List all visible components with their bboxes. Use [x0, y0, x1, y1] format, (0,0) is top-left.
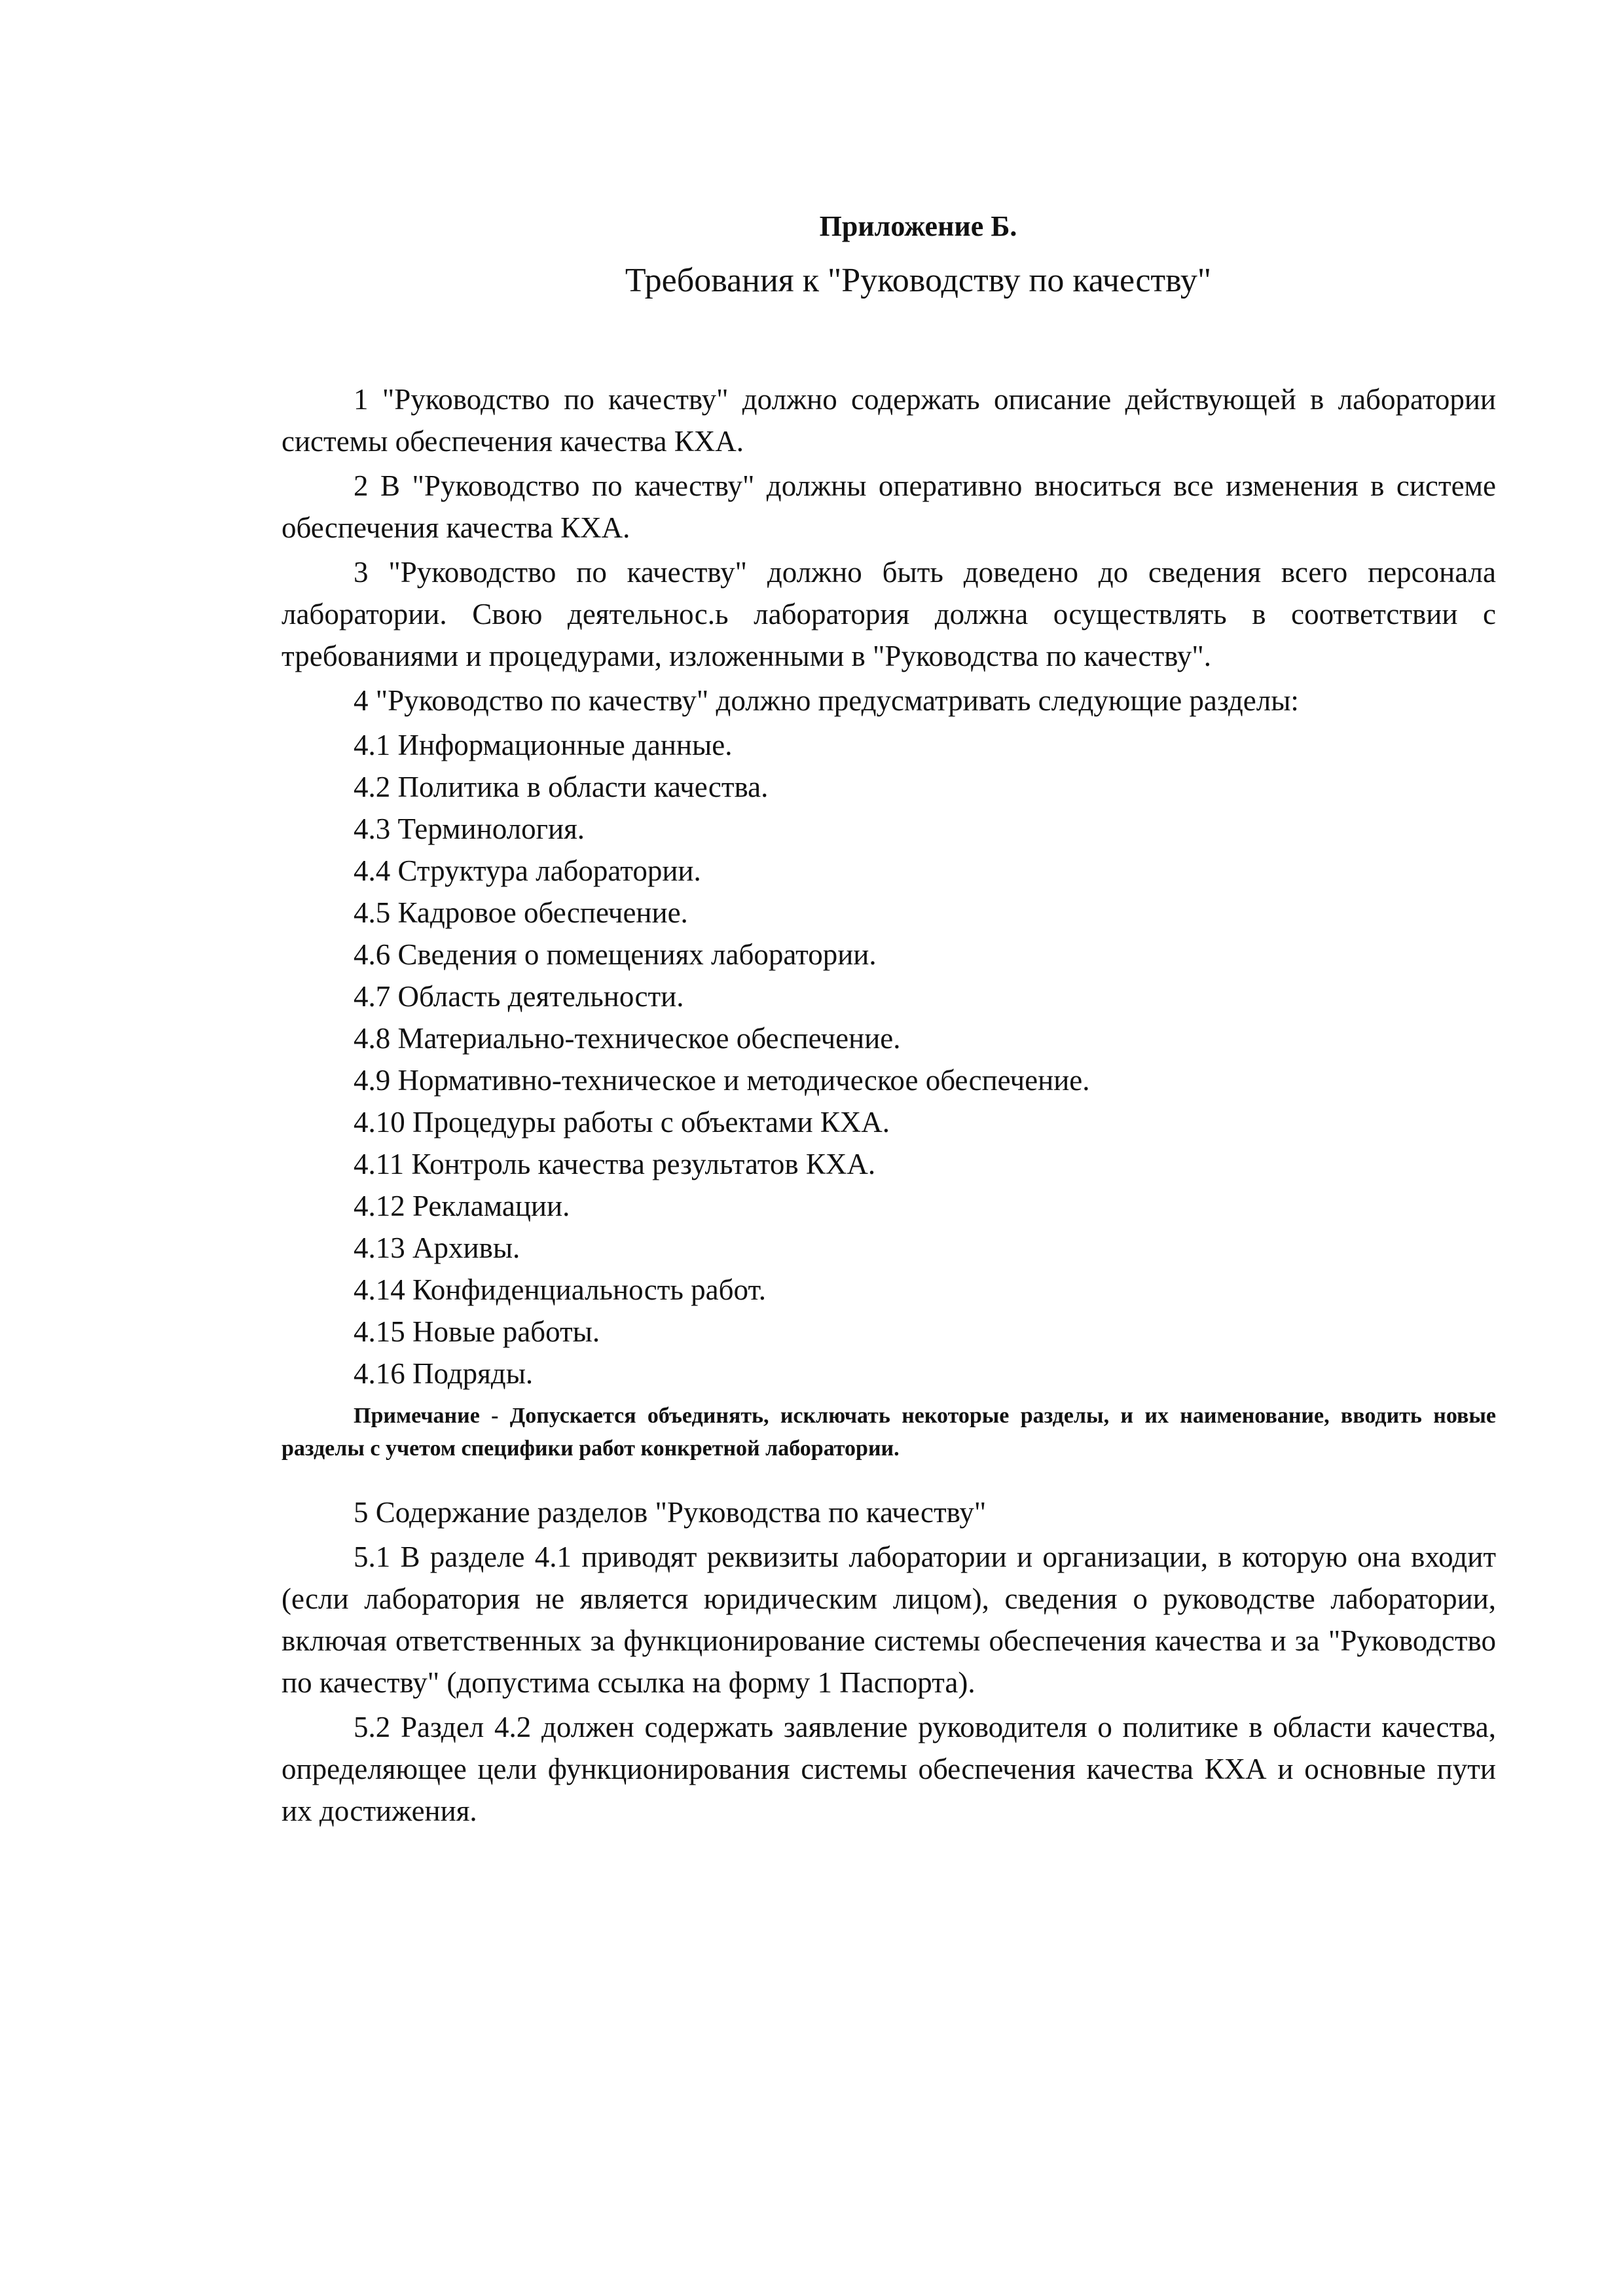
list-item: 4.7 Область деятельности.	[354, 980, 684, 1013]
paragraph-1: 1 "Руководство по качеству" должно содержать описание действующей в лаборатории системы обеспечения качества КХА.	[282, 383, 1496, 458]
list-item: 4.12 Рекламации.	[354, 1190, 570, 1222]
paragraph-3: 3 "Руководство по качеству" должно быть доведено до сведения всего персонала лаборатории. Свою деятельнос.ь лаборатория должна осуществлять в соответствии с требованиями и процедурами, изложенными в "Руководства по качеству".	[282, 556, 1496, 672]
list-item: 4.11 Контроль качества результатов КХА.	[354, 1148, 876, 1180]
sections-list	[282, 724, 1496, 1394]
list-item: 4.8 Материально-техническое обеспечение.	[354, 1022, 901, 1055]
list-item: 4.16 Подряды.	[354, 1357, 534, 1390]
list-item: 4.13 Архивы.	[354, 1231, 520, 1264]
document-page	[282, 210, 1496, 1834]
paragraph-5-2: 5.2 Раздел 4.2 должен содержать заявление руководителя о политике в области качества, определяющее цели функционирования системы обеспечения качества КХА и основные пути их достижения.	[282, 1711, 1496, 1827]
list-item: 4.15 Новые работы.	[354, 1315, 600, 1348]
list-item: 4.6 Сведения о помещениях лаборатории.	[354, 938, 877, 971]
note-text: Примечание - Допускается объединять, исключать некоторые разделы, и их наименование, вводить новые разделы с учетом специфики работ конкретной лаборатории.	[282, 1404, 1496, 1461]
list-item: 4.4 Структура лаборатории.	[354, 854, 701, 887]
list-item: 4.14 Конфиденциальность работ.	[354, 1273, 766, 1306]
list-item: 4.9 Нормативно-техническое и методическое обеспечение.	[354, 1064, 1090, 1097]
paragraph-2: 2 В "Руководство по качеству" должны оперативно вноситься все изменения в системе обеспечения качества КХА.	[282, 469, 1496, 544]
appendix-heading: Приложение Б.	[819, 210, 1017, 242]
list-item: 4.1 Информационные данные.	[354, 729, 733, 761]
list-item: 4.2 Политика в области качества.	[354, 771, 769, 803]
paragraph-4: 4 "Руководство по качеству" должно предусматривать следующие разделы:	[354, 684, 1299, 717]
paragraph-5: 5 Содержание разделов "Руководства по качеству"	[354, 1496, 987, 1529]
document-title: Требования к "Руководству по качеству"	[625, 262, 1212, 299]
list-item: 4.10 Процедуры работы с объектами КХА.	[354, 1106, 890, 1139]
paragraph-5-1: 5.1 В разделе 4.1 приводят реквизиты лаборатории и организации, в которую она входит (если лаборатория не является юридическим лицом), сведения о руководстве лаборатории, включая ответственных за функционирование системы обеспечения качества и за "Руководство по качеству" (допустима ссылка на форму 1 Паспорта).	[282, 1540, 1496, 1699]
list-item: 4.5 Кадровое обеспечение.	[354, 896, 688, 929]
list-item: 4.3 Терминология.	[354, 812, 585, 845]
